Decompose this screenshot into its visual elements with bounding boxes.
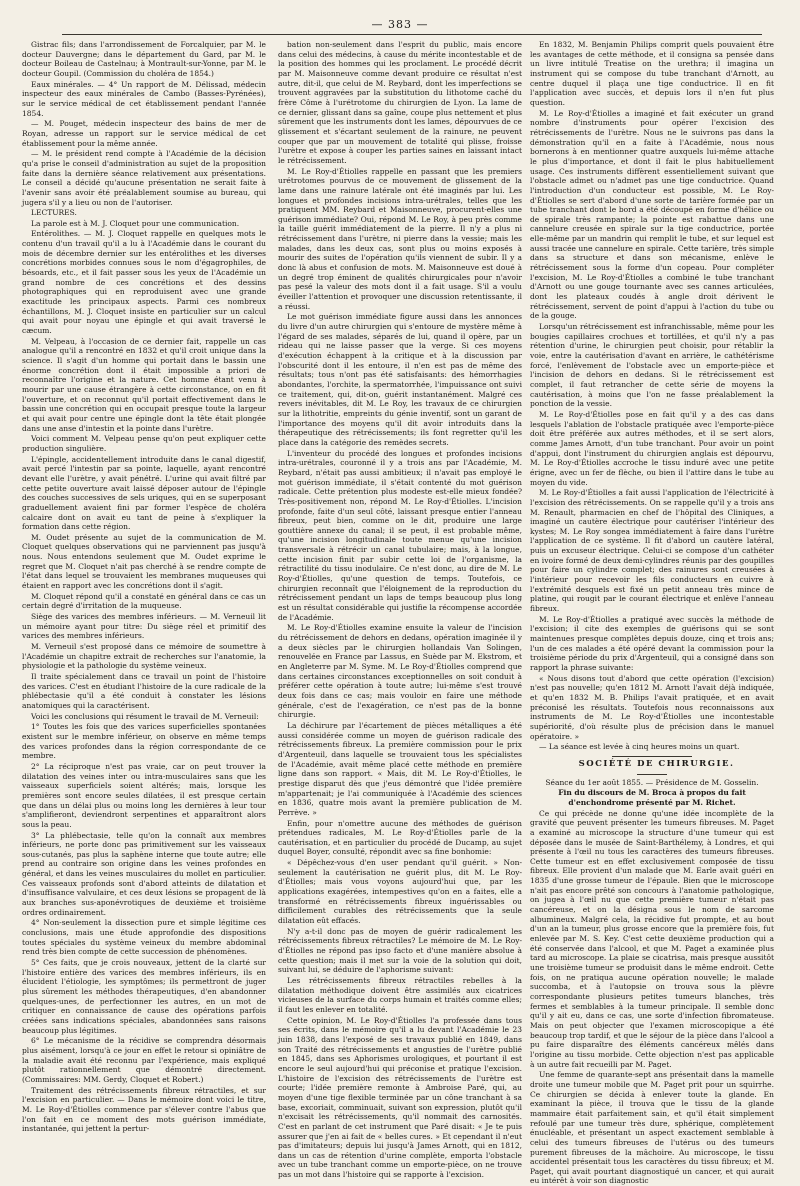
paragraph: 2° La réciproque n'est pas vraie, car on peut trouver la dilatation des veines inter ou intra-musculaires sans que les vaisseaux superficiels soient altérés; mais, lorsque les premières sont encore seules dilatées, il est presque certain que dans un délai plus ou moins long les dernières à leur tour s'amplifieront, deviendront serpentines et apparaîtront alors sous la peau. [22,761,266,829]
paragraph: En 1832, M. Benjamin Philips comprit quels pouvaient être les avantages de cette méthode, et il consigna sa pensée dans un livre intitulé Treatise on the urethra; il imagina un instrument qui se compose du tube tranchant d'Arnott, au centre duquel il plaça une tige conductrice. Il en fit l'application avec succès, et depuis lors il n'en fut plus question. [530,40,774,107]
paragraph: M. Le Roy-d'Étiolles a pratiqué avec succès la méthode de l'excision; il cite des exemples de guérisons qui se sont maintenues presque complètes depuis douze, cinq et trois ans; l'un de ces malades a été opéré devant la commission pour la troisième période du prix d'Argenteuil, qui a consigné dans son rapport la phrase suivante: [530,614,774,672]
paragraph: M. Le Roy-d'Étiolles a imaginé et fait exécuter un grand nombre d'instruments pour opérer l'excision des rétrécissements de l'urètre. Nous ne le suivrons pas dans la démonstration qu'il en a faite à l'Académie, nous nous bornerons à en mentionner quatre auxquels lui-même attache le plus d'importance, et dont il fait le plus habituellement usage. Ces instruments diffèrent essentiellement suivant que l'obstacle admet ou n'admet pas une tige conductrice. Quand l'introduction d'un conducteur est possible, M. Le Roy-d'Étiolles se sert d'abord d'une sorte de tarière formée par un tube tranchant dont le bord a été découpé en forme d'hélice ou de spirale très rampante; la pointe est rabattue dans une cannelure creusée en spirale sur la tige conductrice, portée elle-même par un mandrin qui remplit le tube, et sur lequel est aussi tracée une cannelure en spirale. Cette tarière, très simple dans sa structure et dans son mécanisme, enlève le rétrécissement sous la forme d'un copeau. Pour compléter l'excision, M. Le Roy-d'Étiolles a combiné le tube tranchant d'Arnott ou une gouge tournante avec ses cannes articulées, dont les plateaux coudés à angle droit dérivent le rétrécissement, servent de point d'appui à l'action du tube ou de la gouge. [530,108,774,321]
paragraph: Enfin, pour n'omettre aucune des méthodes de guérison prétendues radicales, M. Le Roy-d'Étiolles parle de la cautérisation, et en particulier du procédé de Ducamp, au sujet duquel Boyer, consulté, répondit avec sa fine bonhomie: [278,818,522,857]
paragraph: 4° Non-seulement la dissection pure et simple légitime ces conclusions, mais une étude approfondie des dispositions toutes spéciales du système veineux du membre abdominal rend très bien compte de cette succession de phénomènes. [22,918,266,957]
paragraph: M. Le Roy-d'Étiolles a fait aussi l'application de l'électricité à l'excision des rétrécissements. On se rappelle qu'il y a trois ans M. Renault, pharmacien en chef de l'hôpital des Cliniques, a imaginé un cautère électrique pour cautériser l'intérieur des kystes; M. Le Roy songea immédiatement à faire dans l'urètre l'application de ce système. Il fit d'abord un cautère latéral, puis un excuseur électrique. Celui-ci se compose d'un cathéter en ivoire formé de deux demi-cylindres réunis par des goupilles pour faire un cylindre complet; des rainures sont creusées à l'intérieur pour recevoir les fils conducteurs en cuivre à l'extrémité desquels est fixé un petit anneau très mince de platine, qui rougit par le courant électrique et enlève l'anneau fibreux. [530,488,774,614]
paragraph: Voici les conclusions qui résument le travail de M. Verneuil: [31,711,259,721]
paragraph: M. Cloquet répond qu'il a constaté en général dans ce cas un certain degré d'irritation de la muqueuse. [22,591,266,611]
paragraph: « Dépêchez-vous d'en user pendant qu'il guérit. » Non-seulement la cautérisation ne guérit plus, dit M. Le Roy-d'Étiolles; mais vous voyons aujourd'hui que, par les applications exagérées, intempestives qu'on en a faites, elle a transformé en rétrécissements fibreux inguérissables ou difficilement curables des rétrécissements que la seule dilatation eût effacés. [278,858,522,926]
paragraph: 1° Toutes les fois que des varices superficielles spontanées existent sur le membre inférieur, on observe en même temps des varices profondes dans la région correspondante de ce membre. [22,722,266,761]
paragraph: — M. le président rend compte à l'Académie de la décision qu'a prise le conseil d'administration au sujet de la proposition faite dans la dernière séance relativement aux présentations. Le conseil a décidé qu'aucune présentation ne serait faite à l'avenir sans avoir été préalablement soumise au bureau, qui jugera s'il y a lieu ou non de l'autoriser. [22,149,266,207]
paragraph: 5° Ces faits, que je crois nouveaux, jettent de la clarté sur l'histoire entière des varices des membres inférieurs, ils en élucident l'étiologie, les symptômes; ils permettront de juger plus sûrement les méthodes thérapeutiques, d'en abandonner quelques-unes, de perfectionner les autres, en un mot de critiquer en connaissance de cause des opérations parfois créées sans indications spéciales, abandonnées sans raisons beaucoup plus légitimes. [22,958,266,1035]
paragraph: LECTURES. [31,208,77,218]
paragraph: L'inventeur du procédé des longues et profondes incisions intra-urétrales, couronné il y a trois ans par l'Académie, M. Reybard, n'était pas aussi ambitieux; il n'avait pas employé le mot guérison immédiate, il s'était contenté du mot guérison radicale. Cette prétention plus modeste est-elle mieux fondée? Très-positivement non, répond M. Le Roy-d'Étiolles. L'incision profonde, faite d'un seul côté, laissant presque entier l'anneau fibreux, peut bien, comme on le dit, produire une large gouttière annexe du canal; il se peut, il est probable même, qu'une incision longitudinale toute menue qu'une incision transversale à rétrécir un canal tubulaire; mais, à la longue, cette incision finit par subir cette loi de l'organisme, la rétractilité du tissu inodulaire. Ce n'est donc, au dire de M. Le Roy-d'Étiolles, qu'une question de temps. Toutefois, ce chirurgien reconnaît que l'éloignement de la reproduction du rétrécissement pendant un laps de temps beaucoup plus long est un résultat considérable qui justifie la récompense accordée de l'Académie. [278,448,522,622]
section-rule [612,756,692,757]
paragraph: La parole est à M. J. Cloquet pour une communication. [31,218,240,228]
column-left [22,40,266,1148]
paragraph: Voici comment M. Velpeau pense qu'on peut expliquer cette production singulière. [22,434,266,453]
paragraph: Les rétrécissements fibreux rétractiles rebelles à la dilatation méthodique doivent être assimilés aux cicatrices vicieuses de la surface du corps humain et traités comme elles; il faut les enlever en totalité. [278,976,522,1014]
paragraph: La déchirure par l'écartement de pièces métalliques a été aussi considérée comme un moyen de guérison radicale des rétrécissements fibreux. La première commission pour le prix d'Argenteuil, dans laquelle se trouvaient tous les spécialistes de l'Académie, avait même placé cette méthode en première ligne dans son rapport. « Mais, dit M. Le Roy-d'Étiolles, le prestige disparut dès que j'eus démontré que l'idée première m'appartenait; je l'ai communiquée à l'Académie des sciences en 1836, quatre mois avant la première publication de M. Perrève. » [278,720,522,817]
paragraph: Siège des varices des membres inférieurs. — M. Verneuil lit un mémoire ayant pour titre: Du siège réel et primitif des varices des membres inférieurs. [22,612,266,641]
paragraph: M. Velpeau, à l'occasion de ce dernier fait, rappelle un cas analogue qu'il a rencontré en 1832 et qu'il croit unique dans la science. Il s'agit d'un homme qui portait dans le bassin une énorme concrétion dont il était impossible a priori de reconnaître l'origine et la nature. Cet homme étant venu à mourir par une cause étrangère à cette circonstance, on en fit l'ouverture, et on reconnut qu'il portait effectivement dans le bassin une concrétion qui en occupait presque toute la largeur et qui avait pour centre une épingle dont la tête était plongée dans une anse d'intestin et la pointe dans l'urètre. [22,336,266,433]
paragraph: M. Verneuil s'est proposé dans ce mémoire de soumettre à l'Académie un chapitre extrait de recherches sur l'anatomie, la physiologie et la pathologie du système veineux. [22,642,266,671]
paragraph: Une femme de quarante-sept ans présentait dans la mamelle droite une tumeur mobile que M. Paget prit pour un squirrhe. Ce chirurgien se décida à enlever toute la glande. En examinant la pièce, il trouva que le tissu de la glande mammaire était parfaitement sain, et qu'il était simplement refoulé par une tumeur très dure, sphérique, complètement énucléable, et présentant un aspect exactement semblable à celui des tumeurs fibreuses de l'utérus ou des tumeurs purement fibreuses de la mâchoire. Au microscope, le tissu accidentel présentait tous les caractères du tissu fibreux; et M. Paget, qui avait pourtant diagnostiqué un cancer, et qui aurait eu intérêt à voir son diagnostic [530,1070,774,1186]
page-number: — 383 — [371,18,429,31]
paragraph: Ce qui précède ne donne qu'une idée incomplète de la gravité que peuvent présenter les tumeurs fibreuses. M. Paget a examiné au microscope la structure d'une tumeur qui est déposée dans le musée de Saint-Barthélemy, à Londres, et qui présente à l'œil nu tous les caractères des tumeurs fibreuses. Cette tumeur est en effet exclusivement composée de tissu fibreux. Elle provient d'un malade que M. Earle avait guéri en 1835 d'une grosse tumeur de l'épaule. Bien que le microscope n'ait pas encore prêté son concours à l'anatomie pathologique, on jugea à l'œil nu que cette première tumeur n'était pas cancéreuse, et on la désigna sous le nom de sarcome albumineux. Malgré cela, la récidive fut prompte, et au bout d'un an la tumeur, plus grosse encore que la première fois, fut enlevée par M. S. Key. C'est cette deuxième production qui a été conservée dans l'alcool, et que M. Paget a examinée plus tard au microscope. La plaie se cicatrisa, mais presque aussitôt une troisième tumeur se produisit dans le même endroit. Cette fois, on ne pratiqua aucune opération nouvelle; le malade succomba, et à l'autopsie on trouva sous la plèvre correspondante plusieurs petites tumeurs blanches, très fermes et semblables à la tumeur principale. Il semble donc qu'il y ait eu, dans ce cas, une sorte d'infection fibromateuse. Mais on peut objecter que l'examen microscopique a été beaucoup trop tardif, et que le séjour de la pièce dans l'alcool a pu faire disparaître des éléments cancéreux mêlés dans l'origine au tissu morbide. Cette objection n'est pas applicable à un autre fait recueilli par M. Paget. [530,808,774,1069]
section-rule-short [637,774,667,775]
paragraph: Lorsqu'un rétrécissement est infranchissable, même pour les bougies capillaires crochues et tortillées, et qu'il n'y a pas rétention d'urine, le chirurgien peut choisir, pour rétablir la voie, entre la cautérisation d'avant en arrière, le cathétérisme forcé, l'enlèvement de l'obstacle avec un emporte-pièce et l'incision de dehors en dedans. Si le rétrécissement est complet, il faut retrancher de cette série de moyens la cautérisation, à moins que l'on ne fasse préalablement la ponction de la vessie. [530,322,774,409]
paragraph: N'y a-t-il donc pas de moyen de guérir radicalement les rétrécissements fibreux rétractiles? Le mémoire de M. Le Roy-d'Étiolles ne répond pas ipso facto et d'une manière absolue à cette question; mais il met sur la voie de la solution qui doit, suivant lui, se déduire de l'aphorisme suivant: [278,926,522,975]
paragraph: L'épingle, accidentellement introduite dans le canal digestif, avait percé l'intestin par sa pointe, laquelle, ayant rencontré devant elle l'urètre, y avait pénétré. L'urine qui avait filtré par cette petite ouverture avait laissé déposer autour de l'épingle des couches successives de sels uriques, qui en se superposant graduellement avaient fini par former l'espèce de choléra calcaire dont on avait eu tant de peine à s'expliquer la formation dans cette région. [22,454,266,532]
paragraph: M. Le Roy-d'Étiolles rappelle en passant que les premiers urétrotomes pourvus de ce mouvement de glissement de la lame dans une rainure latérale ont été imaginés par lui. Les longues et profondes incisions intra-urétrales, telles que les pratiquent MM. Reybard et Maisonneuve, procurent-elles une guérison immédiate? Oui, répond M. Le Roy, à peu près comme la taille guérit immédiatement de la pierre. Il n'y a plus ni rétrécissement dans l'urètre, ni pierre dans la vessie; mais les malades, dans les deux cas, sont plus ou moins exposés à mourir des suites de l'opération qu'ils viennent de subir. Il y a donc là abus et confusion de mots. M. Maisonneuve est doué à un degré trop éminent de qualités chirurgicales pour n'avoir pas pesé la valeur des mots dont il a fait usage. S'il a voulu éveiller l'attention et provoquer une discussion retentissante, il a réussi. [278,166,522,311]
paragraph: Eaux minérales. — 4° Un rapport de M. Délissad, médecin inspecteur des eaux minérales de Cambo (Basses-Pyrénées), sur le service médical de cet établissement pendant l'année 1854. [22,79,266,118]
paragraph: Gistrac fils; dans l'arrondissement de Forcalquier, par M. le docteur Dauvergne; dans le département du Gard, par M. le docteur Boileau de Castelnau; à Montrault-sur-Yonne, par M. le docteur Goupil. (Commission du choléra de 1854.) [22,40,266,78]
paragraph: 3° La phlébectasie, telle qu'on la connaît aux membres inférieurs, ne porte donc pas primitivement sur les vaisseaux sous-cutanés, pas plus la saphène interne que toute autre; elle prend au contraire son origine dans les veines profondes en général, et dans les veines musculaires du mollet en particulier. Ces vaisseaux profonds sont d'abord atteints de dilatation et d'insuffisance valvulaire, et ces deux lésions se propagent de là aux branches sus-aponévrotiques de deuxième et troisième ordres ordinairement. [22,830,266,917]
paragraph: M. Oudet présente au sujet de la communication de M. Cloquet quelques observations qui ne parviennent pas jusqu'à nous. Nous entendons seulement que M. Oudet exprime le regret que M. Cloquet n'ait pas cherché à se rendre compte de l'état dans lequel se trouvaient les membranes muqueuses qui étaient en rapport avec les concrétions dont il s'agit. [22,532,266,591]
header-rule [62,34,762,35]
paragraph: Entérolithes. — M. J. Cloquet rappelle en quelques mots le contenu d'un travail qu'il a lu à l'Académie dans le courant du mois de décembre dernier sur les entérolithes et les diverses concrétions morbides connues sous le nom d'égagrophiles, de bésoards, etc., et il fait passer sous les yeux de l'Académie un grand nombre de ces concrétions et des dessins photographiques qui en reproduisent avec une grande exactitude les principaux aspects. Parmi ces nombreux échantillons, M. J. Cloquet insiste en particulier sur un calcul qui avait pour noyau une épingle et qui avait traversé le cæcum. [22,229,266,336]
column-right [530,40,774,1186]
paragraph: « Nous disons tout d'abord que cette opération (l'excision) n'est pas nouvelle; qu'en 1812 M. Arnott l'avait déjà indiquée, et qu'en 1832 M. B. Philips l'avait pratiquée, et en avait préconisé les résultats. Toutefois nous reconnaissons aux instruments de M. Le Roy-d'Étiolles une incontestable supériorité, d'où résulte plus de précision dans le manuel opératoire. » [530,673,774,741]
paragraph: Il traite spécialement dans ce travail un point de l'histoire des varices. C'est en étudiant l'histoire de la cure radicale de la phlébectasie qu'il a été conduit à constater les lésions anatomiques qui la caractérisent. [22,672,266,710]
society-heading: SOCIÉTÉ DE CHIRURGIE. [578,758,735,769]
discourse-subheading: Fin du discours de M. Broca à propos du fait d'enchondrome présenté par M. Richet. [558,788,746,807]
paragraph: — La séance est levée à cinq heures moins un quart. [539,742,740,752]
paragraph: M. Le Roy-d'Étiolles pose en fait qu'il y a des cas dans lesquels l'ablation de l'obstacle pratiquée avec l'emporte-pièce doit être préférée aux autres méthodes, et il se sert alors, comme James Arnott, d'un tube tranchant. Pour avoir un point d'appui, dont l'instrument du chirurgien anglais est dépourvu, M. Le Roy-d'Étiolles accroche le tissu induré avec une petite érigne, avec un fer de flèche, ou bien il l'attire dans le tube au moyen du vide. [530,409,774,487]
paragraph: 6° Le mécanisme de la récidive se comprendra désormais plus aisément, lorsqu'à ce jour en effet le retour si opiniâtre de la maladie avait été reconnu par l'expérience, mais expliqué plutôt rationnellement que démontré directement. (Commissaires: MM. Gerdy, Cloquet et Robert.) [22,1036,266,1084]
paragraph: bation non-seulement dans l'esprit du public, mais encore dans celui des médecins, à cause du mérite incontestable et de la position des hommes qui les proclament. Le procédé décrit par M. Maisonneuve comme devant produire ce résultat n'est autre, dit-il, que celui de M. Reybard, dont les imperfections se trouvent aggravées par la substitution du lithotome caché du frère Côme à l'urétrotome du chirurgien de Lyon. La lame de ce dernier, glissant dans sa gaîne, coupe plus nettement et plus sûrement que les instruments dont les lames, dépourvues de ce glissement et s'écartant seulement de la rainure, ne peuvent couper que par un mouvement de totalité qui plisse, froisse l'urètre et expose à couper les parties saines en laissant intact le rétrécissement. [278,40,522,165]
paragraph: Le mot guérison immédiate figure aussi dans les annonces du livre d'un autre chirurgien qui s'entoure de mystère même à l'égard de ses malades, séparés de lui, quand il opère, par un rideau qui ne laisse passer que la verge. Si ces moyens d'exécution échappent à la critique et à la discussion par l'obscurité dont il les entoure, il n'en est pas de même des résultats; tous n'ont pas été satisfaisants: des hémorrhagies abondantes, l'orchite, la spermatorrhée, l'impuissance ont suivi ce traitement, qui, dit-on, guérit instantanément. Malgré ces revers inévitables, dit M. Le Roy, les travaux de ce chirurgien sur la lithotritie, empreints du génie inventif, sont un garant de l'importance des moyens qu'il dit avoir introduits dans la thérapeutique des rétrécissements; ils font regretter qu'il les place dans la catégorie des remèdes secrets. [278,312,522,447]
paragraph: Cette opinion, M. Le Roy-d'Étiolles l'a professée dans tous ses écrits, dans le mémoire qu'il a lu devant l'Académie le 23 juin 1838, dans l'exposé de ses travaux publié en 1849, dans son Traité des rétrécissements et angusties de l'urètre publié en 1845, dans ses Aphorismes urologiques, et pourtant il est encore le seul aujourd'hui qui préconise et pratique l'excision. L'histoire de l'excision des rétrécissements de l'urètre est courte; l'idée première remonte à Ambroise Paré, qui, au moyen d'une tige flexible terminée par un cône tranchant à sa base, excoriait, comminuait, suivant son expression, plutôt qu'il n'excisait les rétrécissements, qu'il nommait des carnosités. C'est en parlant de cet instrument que Paré disait: « Je te puis assurer que j'en ai fait de « belles cures. » Et cependant il n'eut pas d'imitateurs; depuis lui jusqu'à James Arnott, qui en 1812, dans un cas de rétention d'urine complète, emporta l'obstacle avec un tube tranchant comme un emporte-pièce, on ne trouve pas un mot dans l'histoire qui se rapporte à l'excision. [278,1015,522,1180]
session-dateline: Séance du 1er août 1855. — Présidence de M. Gosselin. [545,777,759,787]
paragraph: M. Le Roy-d'Étiolles examine ensuite la valeur de l'incision du rétrécissement de dehors en dedans, opération imaginée il y a deux siècles par le chirurgien hollandais Van Solingen, renouvelée en France par Lassus, en Suède par M. Ekstrom, et en Angleterre par M. Syme. M. Le Roy-d'Étiolles comprend que dans certaines circonstances exceptionnelles on soit conduit à préférer cette opération à toute autre; lui-même s'est trouvé deux fois dans ce cas; mais vouloir en faire une méthode générale, c'est de l'exagération, ce n'est pas de la bonne chirurgie. [278,623,522,720]
paragraph: — M. Pouget, médecin inspecteur des bains de mer de Royan, adresse un rapport sur le service médical de cet établissement pour la même année. [22,119,266,148]
paragraph: Traitement des rétrécissements fibreux rétractiles, et sur l'excision en particulier. — Dans le mémoire dont voici le titre, M. Le Roy-d'Étiolles commence par s'élever contre l'abus que l'on fait en ce moment des mots guérison immédiate, instantanée, qui jettent la pertur- [22,1085,266,1134]
column-middle [278,40,522,1180]
